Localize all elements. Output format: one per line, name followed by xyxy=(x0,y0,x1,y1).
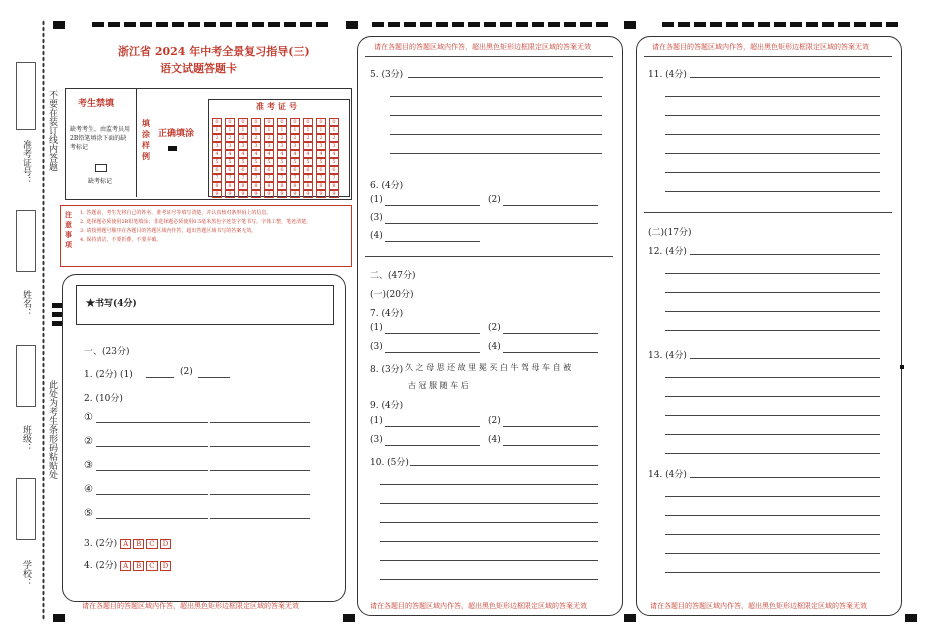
barcode-notice: 此处为考生条形码粘贴处 xyxy=(47,380,57,479)
footer-warning-col1: 请在各题目的答题区域内作答，超出黑色矩形边框限定区域的答案无效 xyxy=(82,602,299,610)
q10-label: 10. (5分) xyxy=(370,458,409,468)
answer-line xyxy=(96,494,208,495)
answer-line xyxy=(96,470,208,471)
divider xyxy=(365,256,613,257)
q3-choice-c[interactable]: C xyxy=(146,539,157,549)
id-bubble[interactable]: 6 xyxy=(277,166,287,174)
id-bubble[interactable]: 4 xyxy=(264,150,274,158)
id-bubble[interactable]: 5 xyxy=(225,158,235,166)
id-bubble[interactable]: 8 xyxy=(238,182,248,190)
id-bubble[interactable]: 8 xyxy=(290,182,300,190)
id-bubble[interactable]: 7 xyxy=(251,174,261,182)
id-bubble[interactable]: 4 xyxy=(303,150,313,158)
q6-sub3: (3) xyxy=(370,213,383,223)
q4-choice-a[interactable]: A xyxy=(120,561,131,571)
section-two: 二、(47分) xyxy=(370,271,416,281)
id-bubble[interactable]: 7 xyxy=(329,174,339,182)
answer-line xyxy=(408,77,603,78)
blank-marker: ① xyxy=(84,412,93,423)
id-bubble[interactable]: 9 xyxy=(225,190,235,198)
absent-mark[interactable] xyxy=(95,164,107,172)
answer-line xyxy=(146,377,174,378)
q3-choice-a[interactable]: A xyxy=(120,539,131,549)
class-box xyxy=(16,345,36,407)
id-bubble[interactable]: 6 xyxy=(225,166,235,174)
id-bubble[interactable]: 1 xyxy=(238,126,248,134)
side-mark xyxy=(52,321,62,326)
id-bubble[interactable]: 1 xyxy=(303,126,313,134)
answer-line xyxy=(390,96,602,97)
answer-line xyxy=(385,241,480,242)
answer-line xyxy=(385,205,480,206)
name-box xyxy=(16,210,36,272)
answer-line xyxy=(380,522,598,523)
exam-id-title: 准考证号 xyxy=(256,101,300,111)
id-bubble[interactable]: 9 xyxy=(251,190,261,198)
id-bubble[interactable]: 9 xyxy=(316,190,326,198)
q13-label: 13. (4分) xyxy=(648,351,687,361)
id-bubble[interactable]: 8 xyxy=(212,182,222,190)
id-bubble[interactable]: 4 xyxy=(251,150,261,158)
q4-choice-d[interactable]: D xyxy=(160,561,172,571)
answer-line xyxy=(665,515,880,516)
section-two-a: (一)(20分) xyxy=(370,290,414,300)
notes-label: 注意事项 xyxy=(65,210,72,249)
header-warning-col3: 请在各题目的答题区域内作答，超出黑色矩形边框限定区域的答案无效 xyxy=(652,43,869,51)
id-bubble[interactable]: 3 xyxy=(277,142,287,150)
id-bubble[interactable]: 0 xyxy=(225,118,235,126)
id-bubble[interactable]: 8 xyxy=(329,182,339,190)
side-mark xyxy=(52,303,62,308)
q11-label: 11. (4分) xyxy=(648,70,687,80)
q9-sub2: (2) xyxy=(488,416,501,426)
q9-sub3: (3) xyxy=(370,435,383,445)
timing-mark xyxy=(343,614,355,622)
id-bubble[interactable]: 8 xyxy=(277,182,287,190)
divider xyxy=(644,56,892,57)
name-label: 姓名： xyxy=(21,290,31,317)
q6-sub4: (4) xyxy=(370,231,383,241)
blank-marker: ③ xyxy=(84,460,93,471)
id-bubble[interactable]: 3 xyxy=(303,142,313,150)
id-bubble[interactable]: 2 xyxy=(264,134,274,142)
id-bubble[interactable]: 8 xyxy=(264,182,274,190)
note-item: 4. 保持清洁，不要折叠，不要弄破。 xyxy=(80,237,162,243)
note-item: 2. 选择题必须使用2B铅笔填涂；非选择题必须使用0.5毫米黑色字迹签字笔书写，字体工整，笔迹清楚。 xyxy=(80,219,312,225)
id-bubble[interactable]: 4 xyxy=(225,150,235,158)
section-two-b: (二)(17分) xyxy=(648,228,692,238)
side-mark xyxy=(900,365,904,369)
answer-line xyxy=(665,273,880,274)
id-bubble[interactable]: 4 xyxy=(212,150,222,158)
school-label: 学校： xyxy=(21,560,31,587)
id-bubble[interactable]: 0 xyxy=(277,118,287,126)
q7-sub3: (3) xyxy=(370,342,383,352)
answer-line xyxy=(385,333,480,334)
answer-line xyxy=(690,254,880,255)
note-item: 3. 请按照题号顺序在各题目的答题区域内作答，超出答题区域书写的答案无效。 xyxy=(80,228,257,234)
id-bubble[interactable]: 0 xyxy=(329,118,339,126)
writing-label: ★书写(4分) xyxy=(86,299,137,309)
q4-text: 4. (2分) xyxy=(84,561,118,571)
answer-line xyxy=(665,496,880,497)
id-bubble[interactable]: 2 xyxy=(238,134,248,142)
page-subtitle: 语文试题答题卡 xyxy=(160,62,237,75)
id-bubble[interactable]: 2 xyxy=(329,134,339,142)
answer-line xyxy=(410,465,598,466)
id-bubble[interactable]: 7 xyxy=(225,174,235,182)
timing-mark xyxy=(346,21,358,29)
answer-line xyxy=(665,534,880,535)
blank-marker: ⑤ xyxy=(84,508,93,519)
q6-sub2: (2) xyxy=(488,195,501,205)
answer-line xyxy=(665,572,880,573)
q1-label: 1. (2分) (1) xyxy=(84,370,133,380)
correct-fill-sample xyxy=(168,146,177,151)
q3-label xyxy=(84,536,173,549)
id-bubble[interactable]: 4 xyxy=(277,150,287,158)
id-bubble[interactable]: 9 xyxy=(212,190,222,198)
q9-label: 9. (4分) xyxy=(370,401,404,411)
answer-line xyxy=(96,422,208,423)
answer-line xyxy=(385,223,598,224)
answer-line xyxy=(665,292,880,293)
answer-line xyxy=(665,396,880,397)
answer-line xyxy=(380,484,598,485)
id-bubble[interactable]: 6 xyxy=(303,166,313,174)
answer-line xyxy=(96,446,208,447)
id-bubble[interactable]: 6 xyxy=(264,166,274,174)
answer-line xyxy=(665,434,880,435)
answer-line xyxy=(380,541,598,542)
id-bubble[interactable]: 0 xyxy=(251,118,261,126)
answer-line xyxy=(665,377,880,378)
answer-line xyxy=(380,579,598,580)
notes-body xyxy=(80,209,346,245)
q7-sub2: (2) xyxy=(488,323,501,333)
q14-label: 14. (4分) xyxy=(648,470,687,480)
answer-line xyxy=(503,426,598,427)
id-bubble[interactable]: 9 xyxy=(303,190,313,198)
id-bubble[interactable]: 9 xyxy=(238,190,248,198)
answer-line xyxy=(380,560,598,561)
answer-line xyxy=(665,96,880,97)
answer-line xyxy=(198,377,230,378)
id-bubble[interactable]: 1 xyxy=(290,126,300,134)
answer-line xyxy=(690,477,880,478)
id-bubble[interactable]: 7 xyxy=(264,174,274,182)
answer-line xyxy=(390,134,602,135)
q12-label: 12. (4分) xyxy=(648,247,687,257)
id-bubble[interactable]: 1 xyxy=(264,126,274,134)
id-bubble[interactable]: 4 xyxy=(316,150,326,158)
answer-line xyxy=(665,415,880,416)
q9-sub1: (1) xyxy=(370,416,383,426)
id-bubble[interactable]: 9 xyxy=(277,190,287,198)
id-bubble[interactable]: 3 xyxy=(251,142,261,150)
exam-no-label: 准考证号： xyxy=(21,140,31,185)
answer-line xyxy=(210,518,310,519)
answer-line xyxy=(665,153,880,154)
id-bubble[interactable]: 5 xyxy=(238,158,248,166)
id-bubble[interactable]: 2 xyxy=(212,134,222,142)
exam-no-box xyxy=(16,62,36,130)
q4-choice-c[interactable]: C xyxy=(146,561,157,571)
note-item: 1. 答题前，考生先将自己的姓名、准考证号等填写清楚，并认真核对条形码上的信息。 xyxy=(80,210,272,216)
correct-fill-label: 正确填涂 xyxy=(158,129,195,139)
timing-strip xyxy=(662,22,902,27)
id-bubble[interactable]: 0 xyxy=(212,118,222,126)
q3-choice-d[interactable]: D xyxy=(160,539,172,549)
q6-sub1: (1) xyxy=(370,195,383,205)
id-bubble[interactable]: 3 xyxy=(329,142,339,150)
id-bubble[interactable]: 6 xyxy=(212,166,222,174)
answer-line xyxy=(665,115,880,116)
answer-line xyxy=(210,422,310,423)
q2-label: 2. (10分) xyxy=(84,394,123,404)
answer-line xyxy=(690,77,880,78)
id-bubble[interactable]: 4 xyxy=(329,150,339,158)
footer-warning-col3: 请在各题目的答题区域内作答，超出黑色矩形边框限定区域的答案无效 xyxy=(650,602,867,610)
id-bubble[interactable]: 3 xyxy=(316,142,326,150)
id-bubble[interactable]: 5 xyxy=(212,158,222,166)
side-mark xyxy=(52,312,62,317)
id-bubble[interactable]: 7 xyxy=(212,174,222,182)
id-bubble[interactable]: 6 xyxy=(238,166,248,174)
id-bubble[interactable]: 6 xyxy=(251,166,261,174)
id-bubble[interactable]: 1 xyxy=(212,126,222,134)
q6-label: 6. (4分) xyxy=(370,181,404,191)
answer-line xyxy=(385,352,480,353)
binding-notice: 不要在装订线内答题 xyxy=(47,90,57,171)
answer-line xyxy=(390,153,602,154)
id-bubble[interactable]: 2 xyxy=(277,134,287,142)
timing-mark xyxy=(624,614,636,622)
q5-label: 5. (3分) xyxy=(370,70,404,80)
id-bubble[interactable]: 7 xyxy=(238,174,248,182)
divider xyxy=(365,56,613,57)
id-bubble[interactable]: 1 xyxy=(316,126,326,134)
q9-sub4: (4) xyxy=(488,435,501,445)
q8-passage: 久 之 母 思 还 故 里 冕 买 白 牛 驾 母 车 自 被 xyxy=(405,363,572,372)
id-bubble[interactable]: 0 xyxy=(303,118,313,126)
timing-mark xyxy=(53,614,65,622)
timing-mark xyxy=(624,21,636,29)
answer-line xyxy=(390,115,602,116)
id-bubble[interactable]: 0 xyxy=(264,118,274,126)
id-bubble[interactable]: 9 xyxy=(290,190,300,198)
id-bubble[interactable]: 5 xyxy=(316,158,326,166)
id-bubble[interactable]: 6 xyxy=(316,166,326,174)
id-bubble[interactable]: 4 xyxy=(238,150,248,158)
q3-choice-b[interactable]: B xyxy=(133,539,144,549)
answer-line xyxy=(665,311,880,312)
id-bubble[interactable]: 2 xyxy=(251,134,261,142)
timing-strip xyxy=(372,22,612,27)
id-bubble[interactable]: 4 xyxy=(290,150,300,158)
blank-marker: ② xyxy=(84,436,93,447)
id-bubble[interactable]: 8 xyxy=(251,182,261,190)
school-box xyxy=(16,478,36,540)
answer-line xyxy=(665,172,880,173)
q7-sub1: (1) xyxy=(370,323,383,333)
id-bubble[interactable]: 9 xyxy=(264,190,274,198)
q7-label: 7. (4分) xyxy=(370,309,404,319)
id-bubble[interactable]: 0 xyxy=(238,118,248,126)
id-bubble[interactable]: 1 xyxy=(329,126,339,134)
id-bubble[interactable]: 8 xyxy=(316,182,326,190)
answer-line xyxy=(665,330,880,331)
answer-line xyxy=(665,134,880,135)
answer-line xyxy=(665,191,880,192)
q8-passage-2: 古 冠 服 随 车 后 xyxy=(408,381,469,390)
id-bubble[interactable]: 2 xyxy=(316,134,326,142)
id-bubble[interactable]: 8 xyxy=(303,182,313,190)
footer-warning-col2: 请在各题目的答题区域内作答，超出黑色矩形边框限定区域的答案无效 xyxy=(370,602,587,610)
q4-label xyxy=(84,558,173,571)
candidate-body: 缺考考生，由监考员用2B铅笔填涂下面的缺考标记 xyxy=(70,126,131,151)
answer-line xyxy=(210,494,310,495)
page-title: 浙江省 2024 年中考全景复习指导(三) xyxy=(118,45,310,58)
answer-line xyxy=(96,518,208,519)
divider xyxy=(644,212,892,213)
id-bubble[interactable]: 8 xyxy=(225,182,235,190)
answer-line xyxy=(503,333,598,334)
id-bubble[interactable]: 5 xyxy=(251,158,261,166)
id-bubble[interactable]: 0 xyxy=(316,118,326,126)
answer-line xyxy=(385,445,480,446)
class-label: 班级： xyxy=(21,425,31,452)
id-bubble[interactable]: 6 xyxy=(329,166,339,174)
id-bubble[interactable]: 1 xyxy=(251,126,261,134)
binding-line xyxy=(42,20,45,620)
id-bubble[interactable]: 5 xyxy=(264,158,274,166)
answer-area-col3 xyxy=(636,36,902,616)
id-bubble[interactable]: 7 xyxy=(303,174,313,182)
answer-line xyxy=(380,503,598,504)
header-warning-col2: 请在各题目的答题区域内作答，超出黑色矩形边框限定区域的答案无效 xyxy=(374,43,591,51)
answer-line xyxy=(503,445,598,446)
answer-line xyxy=(503,205,598,206)
id-bubble[interactable]: 5 xyxy=(277,158,287,166)
section-one: 一、(23分) xyxy=(84,347,130,357)
answer-line xyxy=(385,426,480,427)
id-bubble[interactable]: 5 xyxy=(290,158,300,166)
id-bubble[interactable]: 3 xyxy=(225,142,235,150)
id-bubble[interactable]: 9 xyxy=(329,190,339,198)
q1-sub2: (2) xyxy=(180,367,193,377)
absent-label: 缺考标记 xyxy=(88,178,113,185)
answer-line xyxy=(690,358,880,359)
q3-text: 3. (2分) xyxy=(84,539,118,549)
answer-line xyxy=(503,352,598,353)
q8-label: 8. (3分) xyxy=(370,365,404,375)
id-bubble[interactable]: 6 xyxy=(290,166,300,174)
id-bubble[interactable]: 7 xyxy=(290,174,300,182)
timing-mark xyxy=(53,21,65,29)
blank-marker: ④ xyxy=(84,484,93,495)
id-bubble[interactable]: 3 xyxy=(212,142,222,150)
id-bubble[interactable]: 1 xyxy=(277,126,287,134)
id-bubble[interactable]: 5 xyxy=(329,158,339,166)
id-bubble[interactable]: 2 xyxy=(225,134,235,142)
timing-strip xyxy=(92,22,332,27)
id-bubble[interactable]: 3 xyxy=(290,142,300,150)
fill-sample-label: 填涂样例 xyxy=(142,118,150,161)
timing-mark xyxy=(905,614,917,622)
candidate-title: 考生禁填 xyxy=(78,99,115,109)
q4-choice-b[interactable]: B xyxy=(133,561,144,571)
answer-line xyxy=(665,553,880,554)
answer-line xyxy=(210,446,310,447)
id-bubble[interactable]: 2 xyxy=(303,134,313,142)
id-bubble[interactable]: 1 xyxy=(225,126,235,134)
id-bubble[interactable]: 5 xyxy=(303,158,313,166)
id-bubble[interactable]: 0 xyxy=(290,118,300,126)
id-bubble[interactable]: 2 xyxy=(290,134,300,142)
answer-line xyxy=(210,470,310,471)
id-bubble[interactable]: 7 xyxy=(316,174,326,182)
id-bubble[interactable]: 3 xyxy=(264,142,274,150)
answer-line xyxy=(665,453,880,454)
id-bubble[interactable]: 3 xyxy=(238,142,248,150)
q7-sub4: (4) xyxy=(488,342,501,352)
id-bubble[interactable]: 7 xyxy=(277,174,287,182)
